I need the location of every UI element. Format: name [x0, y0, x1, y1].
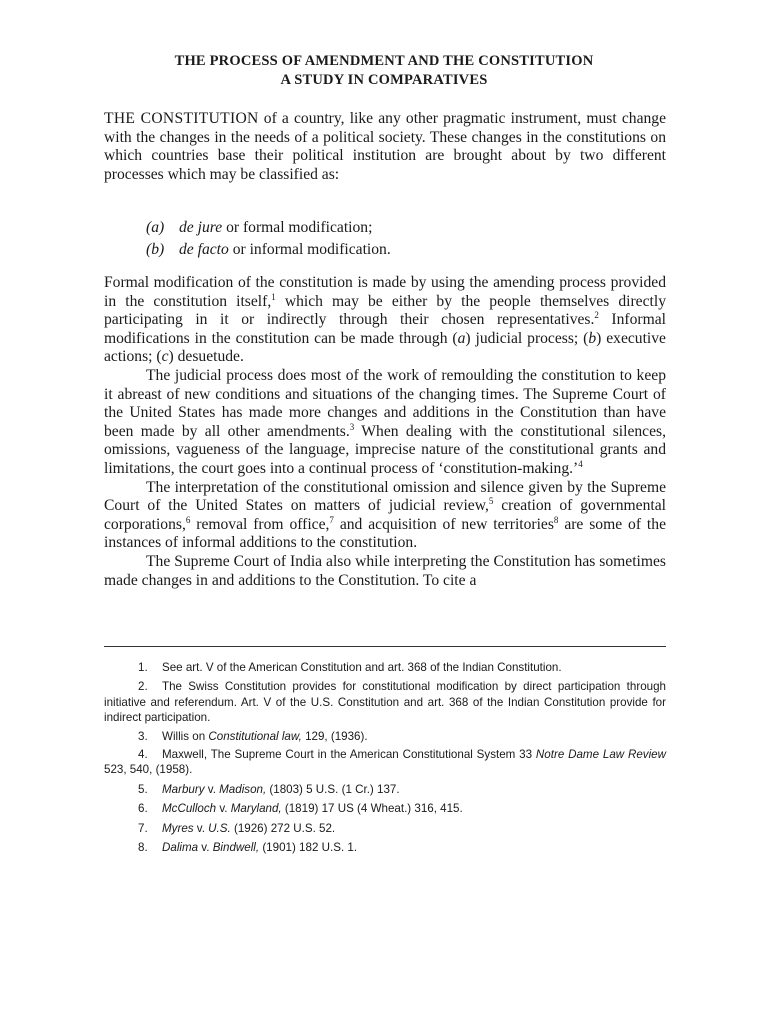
- footnotes: [104, 660, 666, 855]
- footnote-text: 129, (1936).: [301, 729, 368, 743]
- footnote-text: Maryland,: [230, 802, 282, 816]
- footnote-8: [104, 840, 666, 855]
- footnote-7: [104, 821, 666, 836]
- list-item-term: de jure: [179, 219, 223, 236]
- footnote-text: v.: [216, 802, 231, 816]
- title-line-2: A STUDY IN COMPARATIVES: [280, 72, 488, 88]
- footnote-number: 1.: [138, 661, 148, 674]
- page-title: [104, 52, 664, 90]
- list-item-rest: or informal modification.: [228, 241, 391, 258]
- footnote-number: 5.: [138, 782, 148, 796]
- footnote-3: [104, 729, 666, 744]
- intro-lead: THE CONSTITUTION: [104, 110, 259, 127]
- footnote-text: v.: [204, 782, 220, 796]
- footnote-text: v.: [193, 821, 209, 835]
- footnote-5: [104, 782, 666, 797]
- text-run: and acquisition of new territories: [333, 515, 554, 533]
- footnote-ref: 8: [553, 514, 559, 525]
- text-run: The judicial process does most of the work of remoulding the constitution to keep it abreast of new conditions and situations of the changing times. The Supreme Court of the United States has made more changes and additions in the Constitution than have been made by all other amendments.: [104, 366, 666, 440]
- footnote-text: Marbury: [162, 782, 205, 796]
- footnote-divider: [104, 646, 666, 647]
- footnote-text: Dalima: [162, 841, 199, 855]
- list-item-label: (a): [146, 219, 165, 236]
- footnote-text: U.S.: [208, 821, 231, 835]
- text-run: are some of the instances of informal additions to the constitution.: [104, 515, 666, 552]
- footnote-text: See art. V of the American Constitution and art. 368 of the Indian Constitution.: [162, 661, 562, 674]
- footnote-number: 2.: [138, 680, 148, 694]
- main-body: [104, 274, 666, 590]
- footnote-text: The Swiss Constitution provides for constitutional modification by direct participation through initiative and referendum. Art. V of the U.S. Constitution and art. 368 of the Indian Constitution provide for indirect participation.: [104, 680, 666, 725]
- paragraph-india: [104, 553, 666, 590]
- intro-body: of a country, like any other pragmatic instrument, must change with the changes in the needs of a political society. These changes in the constitutions on which countries base their political institution are brought about by two different processes which may be classified as:: [104, 110, 667, 183]
- footnote-text: Willis on: [162, 729, 209, 743]
- footnote-number: 7.: [138, 821, 148, 835]
- footnote-text: (1819) 17 US (4 Wheat.) 316, 415.: [281, 802, 463, 816]
- footnote-ref: 2: [594, 310, 599, 320]
- paragraph-interpretation: [104, 479, 666, 553]
- intro-text: [104, 110, 666, 184]
- text-run: ) desuetude.: [168, 348, 244, 366]
- text-run: Formal modification of the constitution is made by using the amending process provided in the constitution itself,: [104, 274, 666, 310]
- paragraph-judicial-process: [104, 367, 666, 479]
- footnote-text: Bindwell,: [212, 841, 260, 855]
- footnote-text: Myres: [162, 821, 194, 835]
- footnote-text: McCulloch: [162, 802, 217, 816]
- text-run: c: [161, 348, 169, 366]
- text-run: Informal modifications in the constitution can be made through (: [104, 311, 666, 347]
- intro-paragraph: [104, 110, 666, 184]
- text-run: removal from office,: [190, 515, 330, 533]
- list-item: [146, 239, 391, 261]
- footnote-text: Notre Dame Law Review: [535, 748, 666, 762]
- footnote-6: [104, 801, 666, 816]
- footnote-ref: 1: [271, 291, 276, 302]
- footnote-text: (1926) 272 U.S. 52.: [230, 821, 336, 835]
- text-run: The interpretation of the constitutional omission and silence given by the Supreme Court of the United States on matters of judicial review,: [104, 478, 666, 515]
- footnote-4: [104, 747, 666, 778]
- footnote-text: Constitutional law,: [208, 729, 302, 743]
- footnote-2: [104, 679, 666, 725]
- list-item-term: de facto: [179, 241, 229, 258]
- footnote-text: v.: [198, 841, 213, 855]
- footnote-number: 6.: [138, 802, 148, 816]
- text-run: ) executive actions; (: [104, 329, 666, 366]
- footnote-text: (1803) 5 U.S. (1 Cr.) 137.: [266, 782, 400, 796]
- footnote-number: 4.: [138, 748, 148, 762]
- footnote-number: 8.: [138, 841, 148, 855]
- footnote-ref: 4: [578, 458, 583, 469]
- paragraph-formal-modification: [104, 274, 666, 367]
- title-line-1: THE PROCESS OF AMENDMENT AND THE CONSTITUTION: [174, 53, 594, 69]
- footnote-ref: 6: [185, 514, 191, 525]
- list-item: [146, 217, 391, 239]
- list-item-label: (b): [146, 241, 165, 258]
- list-item-rest: or formal modification;: [222, 219, 373, 236]
- footnote-ref: 3: [349, 421, 355, 432]
- text-run: When dealing with the constitutional silences, omissions, vagueness of the language, imprecise nature of the constitutional grants and limitations, the court goes into a continual process of ‘constitution-making.’: [104, 422, 666, 477]
- text-run: b: [588, 329, 597, 347]
- modification-list: [146, 217, 391, 261]
- footnote-text: (1901) 182 U.S. 1.: [259, 841, 358, 855]
- text-run: which may be either by the people themselves directly participating in it or indirectly through their chosen representatives.: [104, 292, 666, 329]
- text-run: a: [457, 329, 466, 347]
- text-run: ) judicial process; (: [465, 329, 589, 347]
- text-run: creation of governmental corporations,: [104, 497, 666, 533]
- footnote-ref: 7: [329, 514, 334, 525]
- footnote-number: 3.: [138, 729, 148, 743]
- footnote-text: 523, 540, (1958).: [104, 763, 193, 777]
- footnote-text: Maxwell, The Supreme Court in the American Constitutional System 33: [162, 748, 536, 762]
- text-run: The Supreme Court of India also while interpreting the Constitution has sometimes made changes in and additions to the Constitution. To cite a: [104, 552, 666, 589]
- footnote-text: Madison,: [219, 782, 267, 796]
- footnote-1: [104, 660, 666, 675]
- footnote-ref: 5: [488, 495, 494, 506]
